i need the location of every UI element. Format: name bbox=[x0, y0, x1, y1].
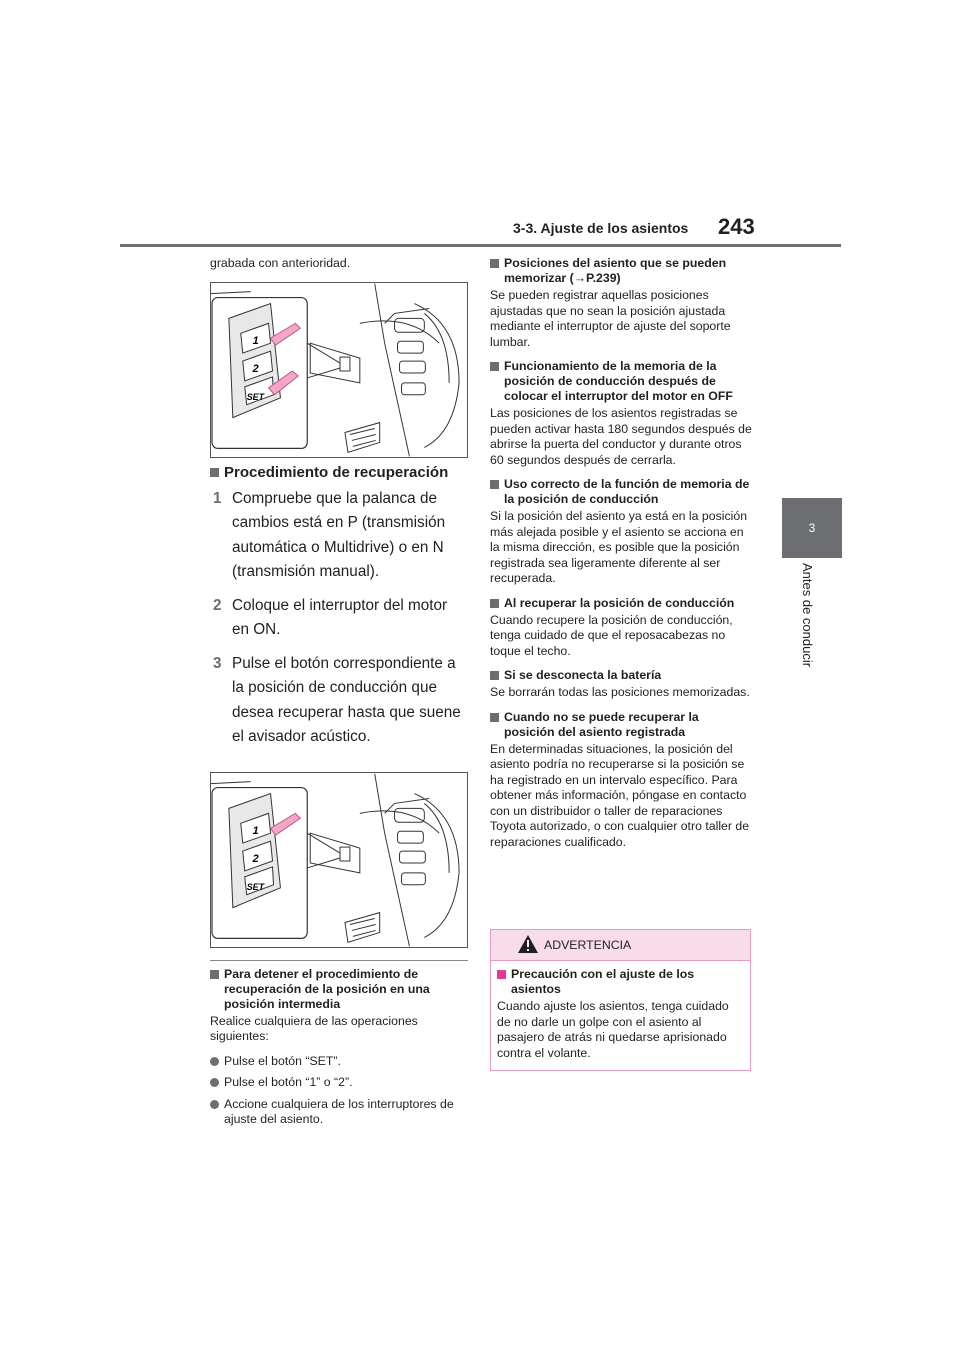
square-bullet-icon bbox=[490, 362, 499, 371]
warning-triangle-icon bbox=[517, 934, 539, 954]
bullet-dot-icon bbox=[210, 1078, 219, 1087]
note-body: En determinadas situaciones, la posición del asiento podría no recuperarse si la posición se ha registrado en un intervalo específico. Para obtener más información, póngase en contacto con un distribuidor o taller de reparaciones Toyota autorizado, o con cualquier otro taller de reparaciones cualificado. bbox=[490, 741, 750, 849]
procedure-heading: Procedimiento de recuperación bbox=[210, 464, 468, 481]
chapter-label: Antes de conducir bbox=[800, 563, 815, 668]
left-column bbox=[210, 256, 468, 1134]
square-bullet-icon bbox=[210, 468, 219, 477]
step-2: 2 Coloque el interruptor del motor en ON. bbox=[213, 596, 448, 638]
memory-switch-illustration bbox=[211, 283, 467, 457]
chapter-tab: 3 bbox=[782, 498, 842, 558]
note-body: Se pueden registrar aquellas posiciones ajustadas que no sean la posición ajustada mediante el interruptor de ajuste del soporte lumbar. bbox=[490, 288, 731, 349]
step-1: 1 Compruebe que la palanca de cambios está en P (transmisión automática o Multidrive) o en N (transmisión manual). bbox=[213, 489, 446, 580]
list-item: Pulse el botón “1” o “2”. bbox=[210, 1075, 468, 1091]
warning-header bbox=[491, 930, 750, 961]
right-column bbox=[490, 256, 752, 859]
note-heading: Si se desconecta la batería bbox=[490, 668, 752, 683]
square-bullet-icon bbox=[490, 480, 499, 489]
button-2-label: 2 bbox=[252, 362, 259, 375]
note-heading: Al recuperar la posición de conducción bbox=[490, 596, 752, 611]
note-heading: Cuando no se puede recuperar la posición del asiento registrada bbox=[490, 710, 752, 740]
warning-box bbox=[490, 929, 751, 1071]
step-3: 3 Pulse el botón correspondiente a la posición de conducción que desea recuperar hasta que suene el avisador acústico. bbox=[213, 654, 461, 745]
page-number: 243 bbox=[718, 214, 755, 239]
note-heading: Funcionamiento de la memoria de la posición de conducción después de colocar el interruptor del motor en OFF bbox=[490, 359, 752, 404]
intro-text: grabada con anterioridad. bbox=[210, 256, 351, 270]
button-1-label: 1 bbox=[252, 334, 259, 347]
list-item: Accione cualquiera de los interruptores de ajuste del asiento. bbox=[210, 1097, 468, 1128]
warning-text: Cuando ajuste los asientos, tenga cuidado de no darle un golpe con el asiento al pasajero de atrás ni quedarse aprisionado contra el volante. bbox=[497, 999, 729, 1060]
square-bullet-icon bbox=[490, 599, 499, 608]
button-1-label: 1 bbox=[252, 824, 259, 837]
figure-memory-switch-top bbox=[210, 282, 468, 458]
header-rule bbox=[120, 244, 841, 247]
stop-procedure-intro: Realice cualquiera de las operaciones siguientes: bbox=[210, 1013, 418, 1043]
button-set-label: SET bbox=[246, 881, 265, 892]
note-body: Se borrarán todas las posiciones memorizadas. bbox=[490, 685, 750, 699]
section-divider bbox=[210, 960, 468, 961]
warning-heading: Precaución con el ajuste de los asientos bbox=[497, 967, 744, 997]
bullet-dot-icon bbox=[210, 1100, 219, 1109]
note-body: Las posiciones de los asientos registradas se pueden activar hasta 180 segundos después de abrirse la puerta del conductor y durante otros 60 segundos después de cerrarla. bbox=[490, 406, 752, 467]
note-body: Si la posición del asiento ya está en la posición más alejada posible y el asiento se acciona en la misma dirección, es posible que la posición registrada sea ligeramente diferente al ser recuperada. bbox=[490, 509, 748, 585]
note-heading: Uso correcto de la función de memoria de la posición de conducción bbox=[490, 477, 752, 507]
memory-switch-illustration bbox=[211, 773, 467, 947]
warning-title: ADVERTENCIA bbox=[544, 938, 632, 952]
square-bullet-icon bbox=[490, 259, 499, 268]
stop-procedure-heading: Para detener el procedimiento de recuperación de la posición en una posición intermedia bbox=[210, 967, 468, 1012]
square-bullet-icon bbox=[490, 713, 499, 722]
figure-memory-switch-bottom bbox=[210, 772, 468, 948]
section-title: 3-3. Ajuste de los asientos bbox=[513, 220, 689, 236]
note-heading: Posiciones del asiento que se pueden memorizar (→P.239) bbox=[490, 256, 752, 286]
square-bullet-icon bbox=[497, 970, 506, 979]
note-body: Cuando recupere la posición de conducción, tenga cuidado de que el reposacabezas no toque el techo. bbox=[490, 612, 733, 658]
square-bullet-icon bbox=[490, 671, 499, 680]
square-bullet-icon bbox=[210, 970, 219, 979]
warning-body bbox=[491, 961, 750, 1061]
bullet-dot-icon bbox=[210, 1057, 219, 1066]
button-set-label: SET bbox=[246, 391, 265, 402]
button-2-label: 2 bbox=[252, 852, 259, 865]
list-item: Pulse el botón “SET”. bbox=[210, 1054, 468, 1070]
